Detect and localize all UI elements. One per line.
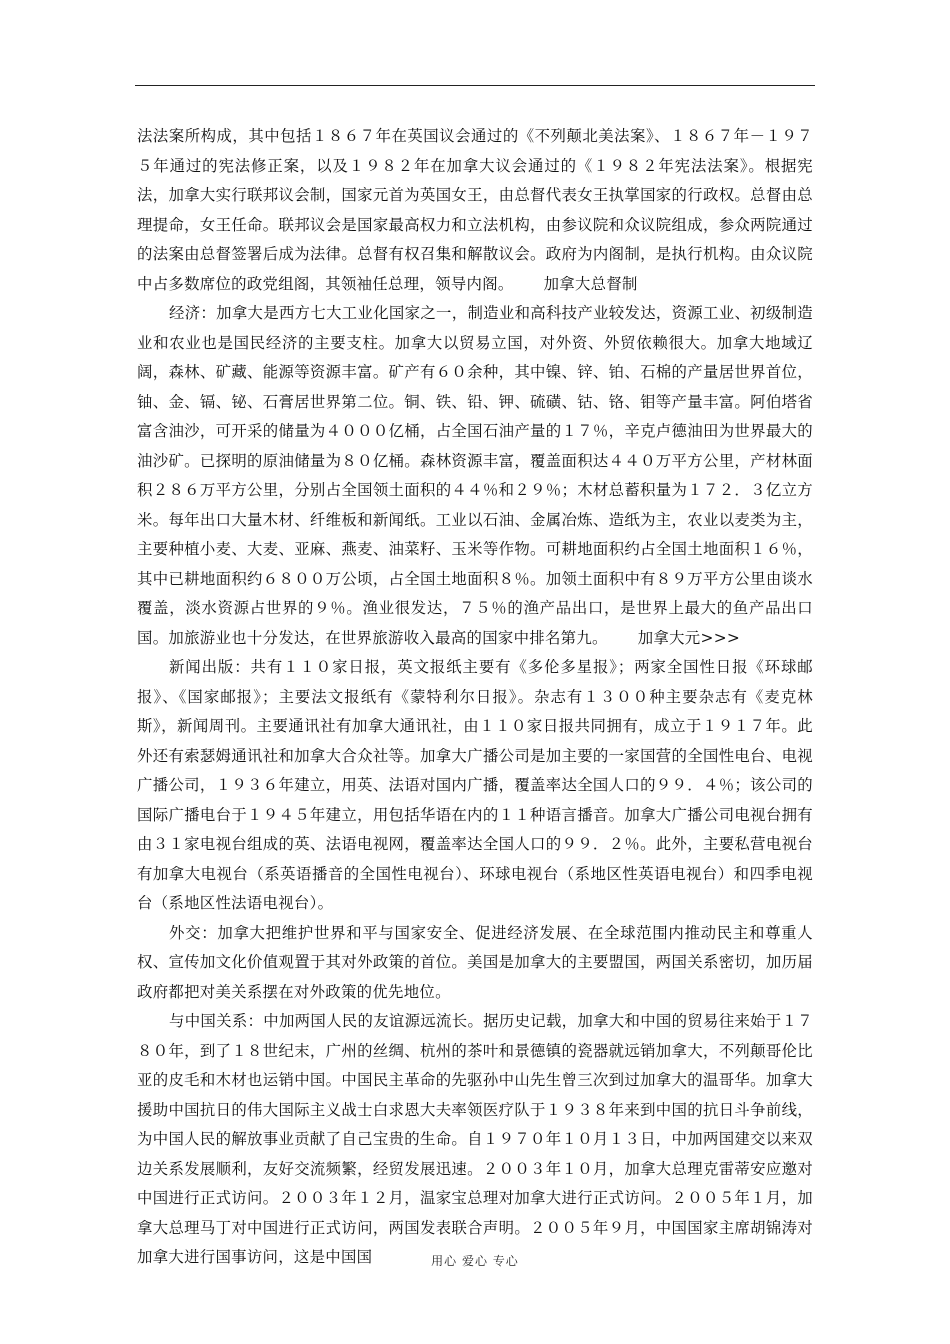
paragraph-text: 与中国关系：中加两国人民的友谊源远流长。据历史记载，加拿大和中国的贸易往来始于１７８０年，到了１８世纪末，广州的丝绸、杭州的茶叶和景德镇的瓷器就远销加拿大，不列颠哥伦比亚的皮毛和木材也运销中国。中国民主革命的先驱孙中山先生曾三次到过加拿大的温哥华。加拿大援助中国抗日的伟大国际主义战士白求恩大夫率领医疗队于１９３８年来到中国的抗日斗争前线，为中国人民的解放事业贡献了自己宝贵的生命。自１９７０年１０月１３日，中加两国建交以来双边关系发展顺利，友好交流频繁，经贸发展迅速。２００３年１０月，加拿大总理克雷蒂安应邀对中国进行正式访问。２００３年１２月，温家宝总理对加拿大进行正式访问。２００５年１月，加拿大总理马丁对中国进行正式访问，两国发表联合声明。２００５年９月，中国国家主席胡锦涛对加拿大进行国事访问，这是中国国 <box>137 1012 813 1266</box>
paragraph-diplomacy <box>137 919 813 1008</box>
paragraph-economy <box>137 299 813 653</box>
paragraph-text: 经济：加拿大是西方七大工业化国家之一，制造业和高科技产业较发达，资源工业、初级制造业和农业也是国民经济的主要支柱。加拿大以贸易立国，对外资、外贸依赖很大。加拿大地域辽阔，森林、矿藏、能源等资源丰富。矿产有６０余种，其中镍、锌、铂、石棉的产量居世界首位，铀、金、镉、铋、石膏居世界第二位。铜、铁、铅、钾、硫磺、钴、铬、钼等产量丰富。阿伯塔省富含油沙，可开采的储量为４０００亿桶，占全国石油产量的１７％，辛克卢德油田为世界最大的油沙矿。已探明的原油储量为８０亿桶。森林资源丰富，覆盖面积达４４０万平方公里，产材林面积２８６万平方公里，分别占全国领土面积的４４％和２９％；木材总蓄积量为１７２．３亿立方米。每年出口大量木材、纤维板和新闻纸。工业以石油、金属冶炼、造纸为主，农业以麦类为主，主要种植小麦、大麦、亚麻、燕麦、油菜籽、玉米等作物。可耕地面积约占全国土地面积１６％，其中已耕地面积约６８００万公顷，占全国土地面积８％。加领土面积中有８９万平方公里由谈水覆盖，淡水资源占世界的９％。渔业很发达，７５％的渔产品出口，是世界上最大的鱼产品出口国。加旅游业也十分发达，在世界旅游收入最高的国家中排名第九。 <box>137 304 813 647</box>
document-body <box>137 122 813 1273</box>
paragraph-text: 新闻出版：共有１１０家日报，英文报纸主要有《多伦多星报》；两家全国性日报《环球邮报》、《国家邮报》；主要法文报纸有《蒙特利尔日报》。杂志有１３００种主要杂志有《麦克林斯》，新闻周刊。主要通讯社有加拿大通讯社，由１１０家日报共同拥有，成立于１９１７年。此外还有索瑟姆通讯社和加拿大合众社等。加拿大广播公司是加主要的一家国营的全国性电台、电视广播公司，１９３６年建立，用英、法语对国内广播，覆盖率达全国人口的９９．４％；该公司的国际广播电台于１９４５年建立，用包括华语在内的１１种语言播音。加拿大广播公司电视台拥有由３１家电视台组成的英、法语电视网，覆盖率达全国人口的９９．２％。此外，主要私营电视台有加拿大电视台（系英语播音的全国性电视台）、环球电视台（系地区性英语电视台）和四季电视台（系地区性法语电视台）。 <box>137 658 813 912</box>
paragraph-constitution <box>137 122 813 299</box>
paragraph-text: 法法案所构成，其中包括１８６７年在英国议会通过的《不列颠北美法案》、１８６７年－１９７５年通过的宪法修正案，以及１９８２年在加拿大议会通过的《１９８２年宪法法案》。根据宪法，加拿大实行联邦议会制，国家元首为英国女王，由总督代表女王执掌国家的行政权。总督由总理提命，女王任命。联邦议会是国家最高权力和立法机构，由参议院和众议院组成，参众两院通过的法案由总督签署后成为法律。总督有权召集和解散议会。政府为内阁制，是执行机构。由众议院中占多数席位的政党组阁，其领袖任总理，领导内阁。 <box>137 127 813 293</box>
paragraph-china-relations <box>137 1007 813 1273</box>
paragraph-text: 外交：加拿大把维护世界和平与国家安全、促进经济发展、在全球范围内推动民主和尊重人权、宣传加文化价值观置于其对外政策的首位。美国是加拿大的主要盟国，两国关系密切，加历届政府都把对美关系摆在对外政策的优先地位。 <box>137 923 813 1001</box>
inline-link-governor-general[interactable]: 加拿大总督制 <box>543 274 638 293</box>
header-rule <box>135 85 815 86</box>
paragraph-press <box>137 653 813 919</box>
page-footer: 用心 爱心 专心 <box>431 1254 519 1268</box>
inline-link-canadian-dollar[interactable]: 加拿大元>>> <box>637 628 741 647</box>
